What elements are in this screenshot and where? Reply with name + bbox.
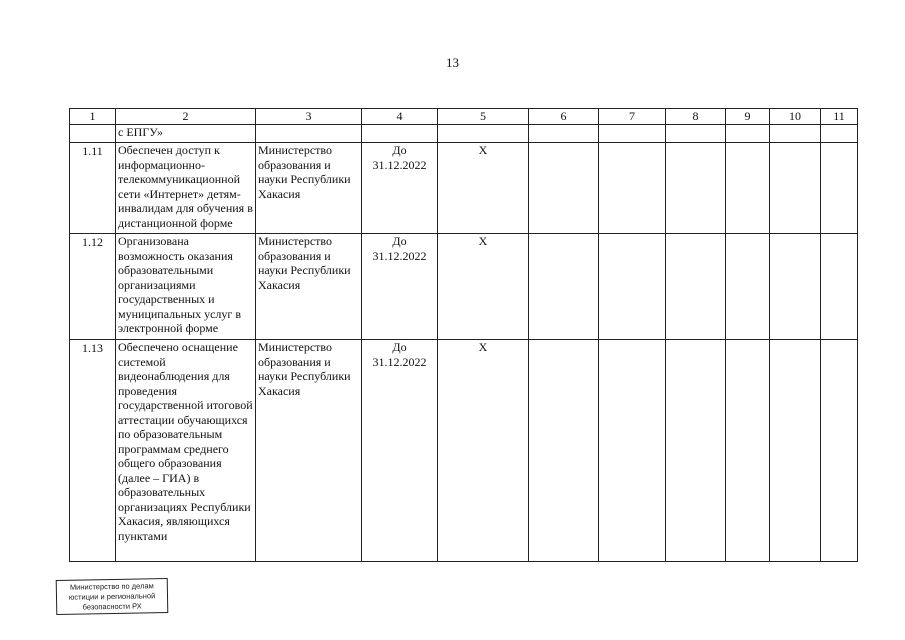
registration-stamp <box>56 578 169 615</box>
table-row <box>70 340 858 562</box>
row-executor: Министерство образования и науки Республики Хакасия <box>256 143 362 234</box>
plan-table <box>69 108 858 562</box>
deadline-prefix: До <box>392 143 407 157</box>
column-header: 11 <box>821 109 858 125</box>
continuation-row <box>70 125 858 143</box>
column-header: 10 <box>770 109 821 125</box>
deadline-prefix: До <box>392 340 407 354</box>
row-mark: Х <box>438 234 529 340</box>
row-deadline <box>362 143 438 234</box>
row-mark: Х <box>438 143 529 234</box>
deadline-date: 31.12.2022 <box>372 354 427 369</box>
row-executor: Министерство образования и науки Республики Хакасия <box>256 340 362 562</box>
column-header: 9 <box>726 109 770 125</box>
column-header: 6 <box>529 109 599 125</box>
stamp-line: безопасности РХ <box>82 601 142 612</box>
column-header: 3 <box>256 109 362 125</box>
row-deadline <box>362 234 438 340</box>
row-description: Организована возможность оказания образовательными организациями государственных и муниципальных услуг в электронной форме <box>116 234 256 340</box>
table-row <box>70 234 858 340</box>
stamp-line: юстиции и региональной <box>68 591 156 602</box>
stamp-line: Министерство по делам <box>69 581 154 592</box>
row-number: 1.13 <box>70 340 116 562</box>
column-header: 7 <box>599 109 666 125</box>
column-header: 2 <box>116 109 256 125</box>
row-deadline <box>362 340 438 562</box>
row-description: Обеспечено оснащение системой видеонаблюдения для проведения государственной итоговой аттестации обучающихся по образовательным программам среднего общего образования (далее – ГИА) в образовательных организациях Республики Хакасия, являющихся пунктами <box>116 340 256 562</box>
row-description: Обеспечен доступ к информационно-телекоммуникационной сети «Интернет» детям-инвалидам для обучения в дистанционной форме <box>116 143 256 234</box>
deadline-prefix: До <box>392 234 407 248</box>
column-number-row <box>70 109 858 125</box>
column-header: 8 <box>666 109 726 125</box>
continuation-text: с ЕПГУ» <box>116 125 256 143</box>
column-header: 5 <box>438 109 529 125</box>
column-header: 1 <box>70 109 116 125</box>
column-header: 4 <box>362 109 438 125</box>
row-executor: Министерство образования и науки Республики Хакасия <box>256 234 362 340</box>
deadline-date: 31.12.2022 <box>372 157 427 172</box>
row-mark: Х <box>438 340 529 562</box>
row-number: 1.12 <box>70 234 116 340</box>
table-row <box>70 143 858 234</box>
deadline-date: 31.12.2022 <box>372 248 427 263</box>
page-number: 13 <box>446 55 459 70</box>
row-number: 1.11 <box>70 143 116 234</box>
